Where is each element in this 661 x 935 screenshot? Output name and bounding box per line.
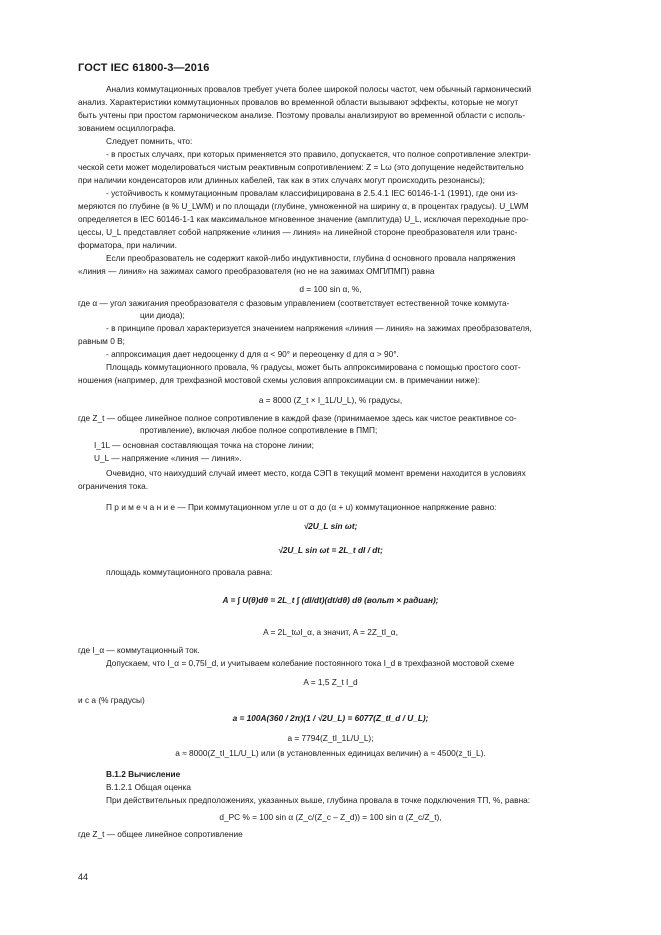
formula: d = 100 sin α, %, — [299, 284, 362, 294]
text-line: площадь коммутационного провала равна: — [106, 567, 273, 577]
text-line: при наличии конденсаторов или длинных кабелей, так как в этих случаях могут происходить резонансы); — [78, 175, 485, 185]
text-line: - устойчивость к коммутационным провалам классифицирована в 2.5.4.1 IEC 60146-1-1 (1991), где они из- — [106, 188, 518, 198]
text-line: Очевидно, что наихудший случай имеет место, когда СЭП в текущий момент времени находится в условиях — [106, 468, 526, 478]
note-line: П р и м е ч а н и е — При коммутационном угле u от α до (α + u) коммутационное напряжение равно: — [106, 502, 497, 512]
text-line: ношения (например, для трехфазной мостовой схемы условия аппроксимации см. в примечании ниже): — [78, 375, 480, 385]
text-line: - в простых случаях, при которых применяется это правило, допускается, что полное сопротивление электри- — [106, 149, 531, 159]
subsection-heading: В.1.2.1 Общая оценка — [106, 782, 191, 792]
page-header: ГОСТ IEC 61800-3—2016 — [78, 62, 210, 74]
text-line: противление), включая любое полное сопротивление в ПМП; — [140, 425, 378, 435]
text-line: анализ. Характеристики коммутационных провалов во временной области вызывают эффекты, которые не могут — [78, 97, 519, 107]
formula: A = 1,5 Z_t I_d — [303, 677, 358, 687]
text-line: Следует помнить, что: — [106, 136, 193, 146]
text-line: равным 0 В; — [78, 336, 125, 346]
text-line: U_L — напряжение «линия — линия». — [94, 453, 242, 463]
formula: d_PC % = 100 sin α (Z_c/(Z_c – Z_d)) = 100 sin α (Z_c/Z_t), — [219, 812, 442, 822]
formula: A = 2L_tωI_α, а значит, A = 2Z_tI_α, — [263, 627, 398, 637]
text-line: ограничения тока. — [78, 481, 149, 491]
text-line: определяется в IEC 60146-1-1 как максимальное мгновенное значение (амплитуда) U_L, исключая переходные про- — [78, 214, 529, 224]
formula: √2U_L sin ωt = 2L_t dI / dt; — [278, 545, 383, 555]
text-line: меряются по глубине (в % U_LWM) и по площади (глубине, умноженной на ширину α, в процентах градусы). U_LWM — [78, 201, 529, 211]
formula: a = 100A(360 / 2π)(1 / √2U_L) = 6077(Z_tI_d / U_L); — [232, 713, 429, 723]
page-number: 44 — [78, 872, 89, 882]
text-line: зованием осциллографа. — [78, 123, 176, 133]
text-line: «линия — линия» на зажимах самого преобразователя (но не на зажимах ОМП/ПМП) равна — [78, 266, 435, 276]
text-line: - в принципе провал характеризуется значением напряжения «линия — линия» на зажимах преобразователя, — [106, 323, 532, 333]
formula: a = 7794(Z_tI_1L/U_L); — [287, 733, 374, 743]
formula: A = ∫ U(θ)dθ = 2L_t ∫ (dI/dt)(dt/dθ) dθ (вольт × радиан); — [222, 595, 439, 605]
text-line: При действительных предположениях, указанных выше, глубина провала в точке подключения ТП, %, равна: — [106, 795, 531, 805]
text-line: ции диода); — [140, 310, 185, 320]
text-line: Анализ коммутационных провалов требует учета более широкой полосы частот, чем обычный гармонический — [106, 84, 532, 94]
text-line: цессы, U_L представляет собой напряжение «линия — линия» на линейной стороне преобразователя или транс- — [78, 227, 518, 237]
text-line: I_1L — основная составляющая точка на стороне линии; — [94, 440, 314, 450]
formula: a ≈ 8000(Z_tI_1L/U_L) или (в установленных единицах величин) a ≈ 4500(z_ti_L). — [175, 748, 486, 758]
text-line: - аппроксимация дает недооценку d для α < 90° и переоценку d для α > 90°. — [106, 349, 399, 359]
text-line: где α — угол зажигания преобразователя с фазовым управлением (соответствует естественной точке коммута- — [78, 298, 510, 308]
text-line: быть учтены при простом гармоническом анализе. Поэтому провалы анализируют во временной области с исполь- — [78, 110, 526, 120]
text-line: где I_α — коммутационный ток. — [78, 645, 200, 655]
text-line: где Z_t — общее линейное сопротивление — [78, 829, 243, 839]
text-line: Допускаем, что I_α = 0,75I_d, и учитываем колебание постоянного тока I_d в трехфазной мостовой схеме — [106, 658, 515, 668]
text-line: и с a (% градусы) — [78, 695, 145, 705]
formula: a = 8000 (Z_t × I_1L/U_L), % градусы, — [258, 395, 403, 405]
text-line: форматора, при наличии. — [78, 240, 177, 250]
text-line: где Z_t — общее линейное полное сопротивление в каждой фазе (принимаемое здесь как чистое реактивное со- — [78, 413, 517, 423]
text-line: ческой сети может моделироваться чистым реактивным сопротивлением: Z = Lω (это допущение недействительно — [78, 162, 524, 172]
text-line: Площадь коммутационного провала, % градусы, может быть аппроксимирована с помощью простого соот- — [106, 362, 521, 372]
section-heading: В.1.2 Вычисление — [106, 769, 181, 779]
text-line: Если преобразователь не содержит какой-либо индуктивности, глубина d основного провала напряжения — [106, 253, 516, 263]
formula: √2U_L sin ωt; — [303, 521, 358, 531]
